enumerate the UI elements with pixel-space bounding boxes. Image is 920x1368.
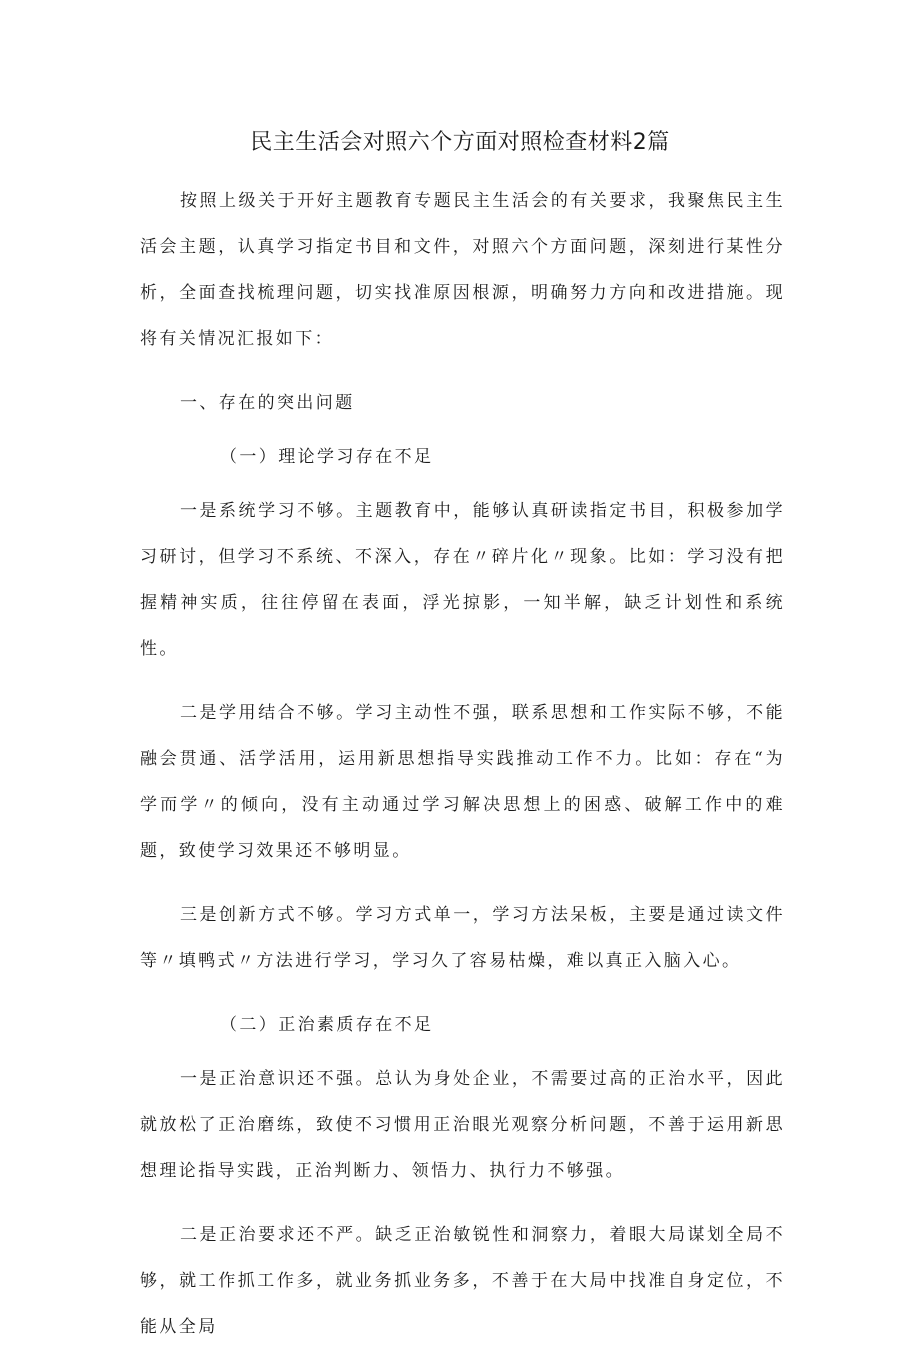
paragraph-awareness: 一是正治意识还不强。总认为身处企业，不需要过高的正治水平，因此就放松了正治磨练，致使不习惯用正治眼光观察分析问题，不善于运用新思想理论指导实践，正治判断力、领悟力、执行力不够强。 [140, 1069, 785, 1181]
subsection-heading-theory-study: （一）理论学习存在不足 [220, 447, 434, 467]
document-title: 民主生活会对照六个方面对照检查材料2篇 [250, 130, 670, 155]
section-heading-problems: 一、存在的突出问题 [180, 393, 355, 413]
paragraph-innovation-methods: 三是创新方式不够。学习方式单一，学习方法呆板，主要是通过读文件等〃填鸭式〃方法进行学习，学习久了容易枯燥，难以真正入脑入心。 [140, 905, 785, 971]
subsection-heading-quality: （二）正治素质存在不足 [220, 1015, 434, 1035]
document-body [140, 178, 785, 1368]
paragraph-requirements: 二是正治要求还不严。缺乏正治敏锐性和洞察力，着眼大局谋划全局不够，就工作抓工作多，就业务抓业务多，不善于在大局中找准自身定位，不能从全局 [140, 1225, 785, 1337]
paragraph-intro: 按照上级关于开好主题教育专题民主生活会的有关要求，我聚焦民主生活会主题，认真学习指定书目和文件，对照六个方面问题，深刻进行某性分析，全面查找梳理问题，切实找准原因根源，明确努力方向和改进措施。现将有关情况汇报如下： [140, 191, 785, 349]
paragraph-study-application: 二是学用结合不够。学习主动性不强，联系思想和工作实际不够，不能融会贯通、活学活用，运用新思想指导实践推动工作不力。比如：存在“为学而学〃的倾向，没有主动通过学习解决思想上的困惑、破解工作中的难题，致使学习效果还不够明显。 [140, 703, 785, 861]
paragraph-systematic-study: 一是系统学习不够。主题教育中，能够认真研读指定书目，积极参加学习研讨，但学习不系统、不深入，存在〃碎片化〃现象。比如：学习没有把握精神实质，往往停留在表面，浮光掠影，一知半解，缺乏计划性和系统性。 [140, 501, 785, 659]
